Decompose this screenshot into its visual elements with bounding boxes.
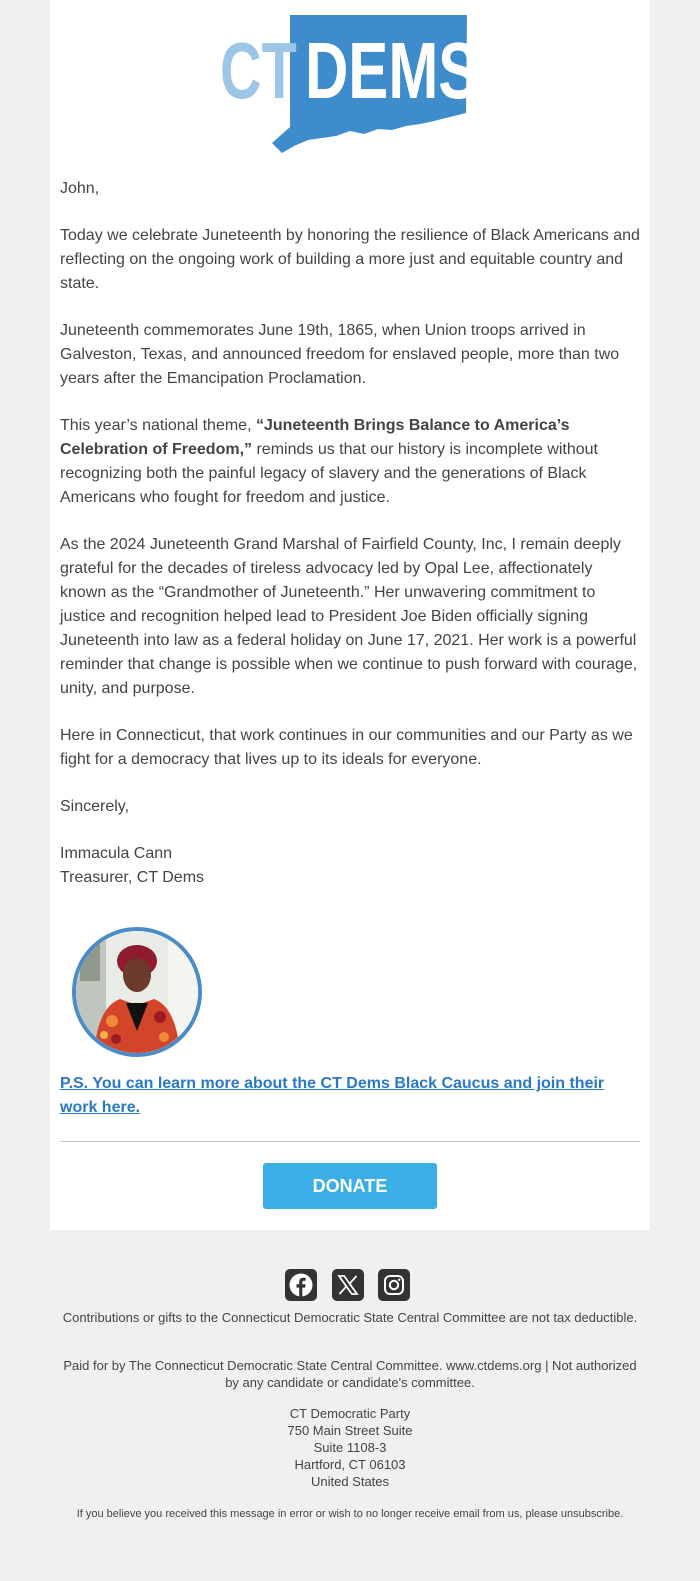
- p3-intro: This year’s national theme,: [60, 417, 256, 434]
- address-line: United States: [310, 1474, 390, 1489]
- signer-title: Treasurer, CT Dems: [60, 869, 205, 886]
- facebook-icon[interactable]: [285, 1269, 317, 1301]
- closing: Sincerely,: [60, 798, 130, 815]
- footer-paid-for: Paid for by The Connecticut Democratic State Central Committee. www.ctdems.org | Not authorized by any candidate or candidate's committee.: [63, 1358, 637, 1390]
- avatar-photo: [76, 931, 198, 1053]
- ct-dems-logo: [50, 12, 650, 157]
- donate-button[interactable]: DONATE: [263, 1163, 437, 1209]
- address-line: Suite 1108-3: [313, 1440, 387, 1455]
- p3-rest: reminds us that our history is incomplete without recognizing both the painful legacy of slavery and the generations of Black Americans who fought for freedom and justice.: [60, 441, 598, 506]
- ps-text: [60, 1072, 640, 1120]
- address-line: 750 Main Street Suite: [287, 1423, 413, 1438]
- theme-quote: “Juneteenth Brings Balance to America’s Celebration of Freedom,”: [60, 417, 570, 458]
- logo-ct: CT: [220, 25, 297, 116]
- footer-address: [60, 1405, 640, 1490]
- x-icon[interactable]: [332, 1269, 364, 1301]
- email-body: [60, 177, 640, 890]
- paragraph-3: [60, 414, 640, 510]
- email-card: [50, 0, 650, 1230]
- greeting: John,: [60, 180, 100, 197]
- paragraph-1: Today we celebrate Juneteenth by honoring the resilience of Black Americans and reflecting on the ongoing work of building a more just and equitable country and state.: [60, 227, 640, 292]
- address-line: Hartford, CT 06103: [294, 1457, 406, 1472]
- signer-name: Immacula Cann: [60, 845, 173, 862]
- address-line: CT Democratic Party: [289, 1406, 411, 1421]
- avatar: [72, 927, 202, 1057]
- instagram-icon[interactable]: [378, 1269, 410, 1301]
- signature: [60, 842, 640, 890]
- divider: [60, 1141, 640, 1142]
- paragraph-2: Juneteenth commemorates June 19th, 1865, when Union troops arrived in Galveston, Texas, and announced freedom for enslaved people, more than two years after the Emancipation Proclamation.: [60, 322, 620, 387]
- paragraph-4: As the 2024 Juneteenth Grand Marshal of Fairfield County, Inc, I remain deeply grateful for the decades of tireless advocacy led by Opal Lee, affectionately known as the “Grandmother of Juneteenth.” Her unwavering commitment to justice and recognition helped lead to President Joe Biden officially signing Juneteenth into law as a federal holiday on June 17, 2021. Her work is a powerful reminder that change is possible when we continue to push forward with courage, unity, and purpose.: [60, 536, 638, 697]
- footer-unsubscribe-text[interactable]: If you believe you received this message in error or wish to no longer receive email from us, please unsubscribe.: [76, 1508, 624, 1520]
- ps-black-caucus-link[interactable]: P.S. You can learn more about the CT Dems Black Caucus and join their work here.: [60, 1075, 605, 1116]
- paragraph-5: Here in Connecticut, that work continues in our communities and our Party as we fight for a democracy that lives up to its ideals for everyone.: [60, 727, 633, 768]
- footer-tax-disclaimer: Contributions or gifts to the Connecticut Democratic State Central Committee are not tax deductible.: [62, 1310, 638, 1325]
- logo-dems: DEMS: [305, 25, 479, 115]
